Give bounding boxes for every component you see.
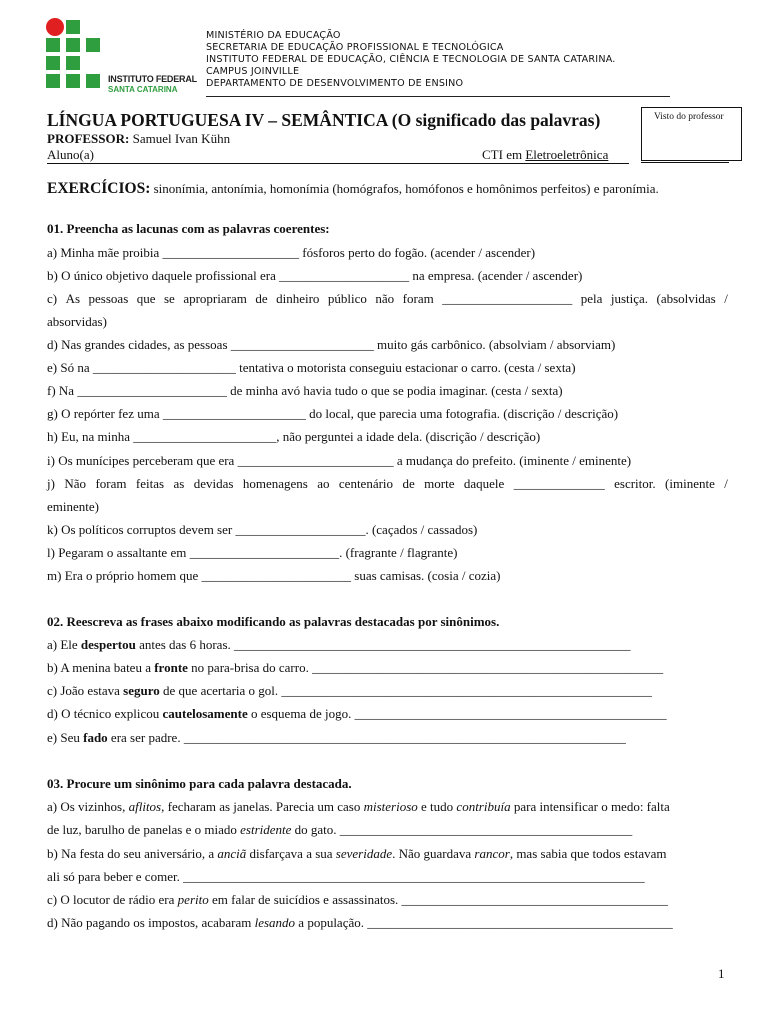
institution-line: CAMPUS JOINVILLE: [206, 66, 300, 77]
highlighted-word: estridente: [240, 822, 292, 837]
word: justiça.: [610, 291, 649, 306]
q1-item-e: e) Só na ______________________ tentativa o motorista conseguiu estacionar o carro. (cesta / sexta): [47, 360, 576, 375]
institute-logo: [44, 16, 204, 96]
question-heading: [47, 221, 330, 237]
q1-item-j-line2: eminente): [47, 499, 99, 514]
word: apropriaram: [183, 291, 247, 306]
word: foram: [95, 476, 127, 491]
q1-item-d: d) Nas grandes cidades, as pessoas ______________________ muito gás carbônico. (absolviam / absorviam): [47, 337, 616, 352]
highlighted-word: seguro: [123, 683, 160, 698]
q2-heading-text: 02. Reescreva as frases abaixo modificando as palavras destacadas por sinônimos.: [47, 614, 500, 629]
text: c) O locutor de rádio era: [47, 892, 178, 907]
answer-blank[interactable]: de que acertaria o gol. _________________________________________________________: [159, 683, 652, 698]
logo-name-line2: SANTA CATARINA: [108, 85, 178, 94]
text: a) Ele: [47, 637, 81, 652]
student-name-field[interactable]: [47, 163, 629, 164]
text: b) A menina bateu a: [47, 660, 155, 675]
word: público: [327, 291, 367, 306]
highlighted-word: rancor: [474, 846, 510, 861]
text: d) O técnico explicou: [47, 706, 163, 721]
highlighted-word: despertou: [80, 637, 136, 652]
word: Não: [64, 476, 87, 491]
logo-square: [46, 74, 60, 88]
word: as: [173, 476, 185, 491]
student-line: [47, 147, 609, 163]
q1-item-i: i) Os munícipes perceberam que era ________________________ a mudança do prefeito. (iminente / eminente): [47, 453, 632, 468]
answer-blank[interactable]: antes das 6 horas. _____________________________________________________________: [135, 637, 631, 652]
highlighted-word: severidade: [335, 846, 393, 861]
word: foram: [402, 291, 434, 306]
logo-square: [46, 38, 60, 52]
q2-item-b: [47, 660, 663, 676]
word: /: [724, 476, 728, 491]
word: feitas: [135, 476, 165, 491]
answer-blank[interactable]: ____________________: [442, 291, 573, 306]
word: de: [402, 476, 415, 491]
q1-heading-text: 01. Preencha as lacunas com as palavras coerentes:: [47, 221, 330, 236]
course-name: Eletroeletrônica: [525, 147, 609, 162]
header-divider: [206, 96, 670, 97]
word: morte: [424, 476, 455, 491]
word: pessoas: [88, 291, 129, 306]
highlighted-word: perito: [177, 892, 209, 907]
q1-item-k: k) Os políticos corruptos devem ser ____________________. (caçados / cassados): [47, 522, 478, 537]
word: escritor.: [614, 476, 656, 491]
question-heading: [47, 614, 499, 630]
word: não: [375, 291, 395, 306]
logo-square: [66, 74, 80, 88]
text: , mas sabia que todos estavam: [509, 846, 667, 861]
q3-heading-text: 03. Procure um sinônimo para cada palavra destacada.: [47, 776, 352, 791]
q3-item-a-line2: [47, 822, 632, 838]
question-heading: [47, 776, 352, 792]
course-prefix: CTI em: [482, 147, 526, 162]
q1-item-m: m) Era o próprio homem que _______________________ suas camisas. (cosia / cozia): [47, 568, 501, 583]
q3-item-b-line1: [47, 846, 667, 862]
logo-square: [66, 56, 80, 70]
q1-item-g: g) O repórter fez uma ______________________ do local, que parecia uma fotografia. (discrição / descrição): [47, 406, 619, 421]
answer-blank[interactable]: em falar de suicídios e assassinatos. _________________________________________: [208, 892, 669, 907]
text: e tudo: [417, 799, 457, 814]
answer-blank[interactable]: no para-brisa do carro. ______________________________________________________: [187, 660, 664, 675]
answer-blank[interactable]: ______________: [513, 476, 605, 491]
word: pela: [580, 291, 603, 306]
word: As: [65, 291, 81, 306]
exercises-intro: [47, 180, 659, 198]
professor-label: PROFESSOR:: [47, 131, 130, 146]
q2-item-c: [47, 683, 652, 699]
text: b) Na festa do seu aniversário, a: [47, 846, 218, 861]
word: dinheiro: [276, 291, 320, 306]
q1-item-h: h) Eu, na minha ______________________, não perguntei a idade dela. (discrição / descrição): [47, 429, 541, 444]
institution-line: SECRETARIA DE EDUCAÇÃO PROFISSIONAL E TECNOLÓGICA: [206, 42, 504, 53]
text: disfarçava a sua: [246, 846, 336, 861]
signature-underline: [641, 162, 729, 163]
text: c) João estava: [47, 683, 124, 698]
q3-item-c: [47, 892, 668, 908]
institution-line: INSTITUTO FEDERAL DE EDUCAÇÃO, CIÊNCIA E TECNOLOGIA DE SANTA CATARINA.: [206, 54, 616, 65]
answer-blank[interactable]: do gato. _____________________________________________: [291, 822, 633, 837]
word: /: [724, 291, 728, 306]
q1-item-b: b) O único objetivo daquele profissional era ____________________ na empresa. (acender / ascender): [47, 268, 583, 283]
word: devidas: [193, 476, 234, 491]
text: e) Seu: [47, 730, 84, 745]
highlighted-word: cautelosamente: [162, 706, 248, 721]
q2-item-a: [47, 637, 631, 653]
text: , fecharam as janelas. Parecia um caso: [161, 799, 364, 814]
exercises-topics: sinonímia, antonímia, homonímia (homógrafos, homófonos e homônimos perfeitos) e paronímia.: [150, 181, 659, 196]
q1-item-c-line2: absorvidas): [47, 314, 107, 329]
word: centenário: [338, 476, 394, 491]
answer-blank[interactable]: a população. _______________________________________________: [295, 915, 673, 930]
logo-red-circle: [46, 18, 64, 36]
q1-item-c-line1: [47, 291, 728, 307]
highlighted-word: contribuía: [456, 799, 511, 814]
q2-item-d: [47, 706, 667, 722]
q3-item-a-line1: [47, 799, 670, 815]
logo-square: [66, 38, 80, 52]
word: se: [164, 291, 175, 306]
text: a) Os vizinhos,: [47, 799, 129, 814]
professor-name: Samuel Ivan Kühn: [129, 131, 231, 146]
q3-item-d: [47, 915, 673, 931]
q1-item-f: f) Na _______________________ de minha avó havia tudo o que se podia imaginar. (cesta / sexta): [47, 383, 563, 398]
logo-square: [66, 20, 80, 34]
institution-line: DEPARTAMENTO DE DESENVOLVIMENTO DE ENSINO: [206, 78, 464, 89]
course-line: [482, 147, 608, 163]
q1-item-a: a) Minha mãe proibia _____________________ fósforos perto do fogão. (acender / ascender): [47, 245, 536, 260]
word: (iminente: [665, 476, 715, 491]
exercises-label: EXERCÍCIOS:: [47, 180, 151, 197]
word: homenagens: [242, 476, 308, 491]
word: c): [47, 291, 58, 306]
answer-blank[interactable]: o esquema de jogo. ________________________________________________: [247, 706, 667, 721]
logo-square: [86, 38, 100, 52]
institution-line: MINISTÉRIO DA EDUCAÇÃO: [206, 30, 341, 41]
word: ao: [317, 476, 330, 491]
word: de: [255, 291, 268, 306]
word: que: [136, 291, 156, 306]
highlighted-word: aflitos: [128, 799, 162, 814]
text: de luz, barulho de panelas e o miado: [47, 822, 241, 837]
logo-name-line1: INSTITUTO FEDERAL: [108, 74, 197, 84]
text: d) Não pagando os impostos, acabaram: [47, 915, 255, 930]
word: daquele: [463, 476, 505, 491]
logo-square: [86, 74, 100, 88]
q1-item-l: l) Pegaram o assaltante em _______________________. (fragrante / flagrante): [47, 545, 458, 560]
answer-blank[interactable]: era ser padre. ____________________________________________________________________: [107, 730, 626, 745]
word: (absolvidas: [656, 291, 716, 306]
institution-header: [206, 30, 616, 90]
professor-line: [47, 131, 230, 147]
text: . Não guardava: [392, 846, 475, 861]
q1-item-j-line1: [47, 476, 728, 492]
document-title: LÍNGUA PORTUGUESA IV – SEMÂNTICA (O significado das palavras): [47, 110, 601, 130]
q3-item-b-line2[interactable]: ali só para beber e comer. _______________________________________________________________________: [47, 869, 645, 884]
professor-signature-label: Visto do professor: [654, 112, 724, 122]
logo-square: [46, 56, 60, 70]
text: para intensificar o medo: falta: [510, 799, 670, 814]
student-label: Aluno(a): [47, 147, 94, 162]
highlighted-word: lesando: [254, 915, 296, 930]
word: j): [47, 476, 55, 491]
page-number: 1: [718, 966, 725, 981]
q2-item-e: [47, 730, 626, 746]
highlighted-word: fronte: [154, 660, 188, 675]
highlighted-word: misterioso: [363, 799, 418, 814]
highlighted-word: anciã: [217, 846, 247, 861]
highlighted-word: fado: [83, 730, 108, 745]
